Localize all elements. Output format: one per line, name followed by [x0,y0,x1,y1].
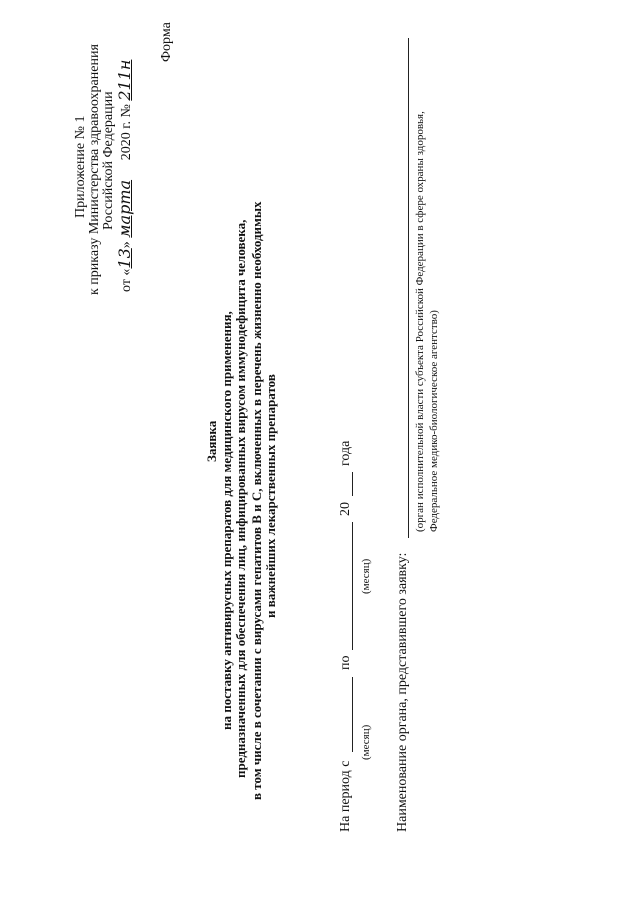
document-heading: Заявка [204,420,219,462]
period-from-blank [352,677,353,752]
organ-hint-2: Федеральное медико-биологическое агентство) [428,310,440,532]
period-prefix: На период с [338,760,353,832]
title-line-2: предназначенных для обеспечения лиц, инфицированных вирусом иммунодефицита человека, [233,219,248,778]
title-line-3: в том числе в сочетании с вирусами гепатитов В и С, включенных в перечень жизненно необходимых [249,201,264,800]
order-year-number: 2020 г. № [119,104,134,161]
date-prefix: от « [119,268,134,292]
organ-hint-1: (орган исполнительной власти субъекта Российской Федерации в сфере охраны здоровья, [414,111,426,532]
period-po: по [338,655,353,670]
period-to-blank [352,522,353,650]
order-date-line [115,60,135,292]
appendix-number: Приложение № 1 [73,115,88,218]
date-mid: » [119,241,134,249]
period-goda: года [338,440,353,466]
handwritten-day: 13 [115,248,134,269]
form-label: Форма [159,22,174,62]
order-reference: к приказу Министерства здравоохранения [87,44,102,295]
period-year-blank [352,472,353,496]
handwritten-order-number: 211н [115,59,134,101]
month-hint-from: (месяц) [360,724,372,760]
month-hint-to: (месяц) [360,558,372,594]
title-line-1: на поставку антивирусных препаратов для медицинского применения, [219,311,234,730]
ministry-country: Российской Федерации [101,91,116,230]
period-twenty: 20 [338,502,353,516]
title-line-4: и важнейших лекарственных препаратов [263,374,278,618]
handwritten-month: марта [115,179,134,238]
organ-label: Наименование органа, представившего заявку: [395,552,410,832]
organ-name-blank [408,38,409,538]
